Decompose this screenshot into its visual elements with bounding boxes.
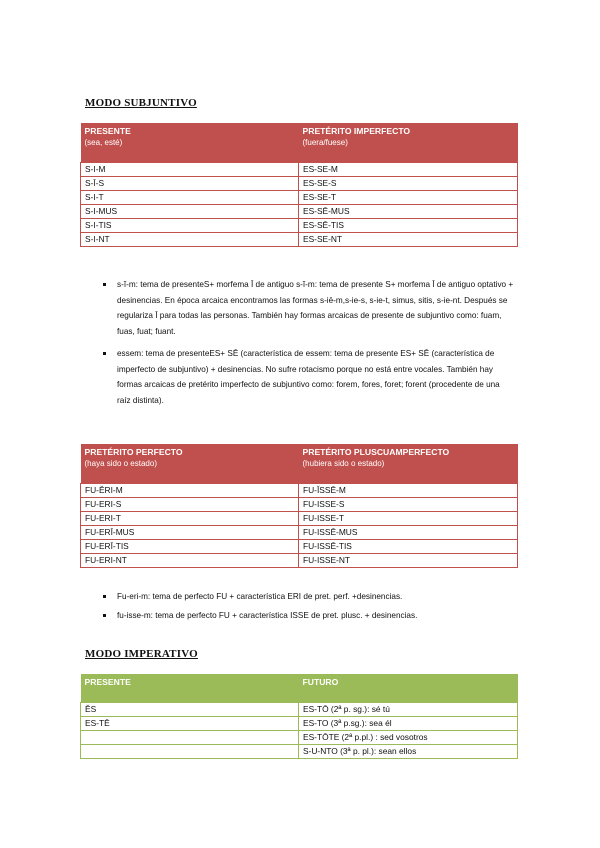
table-row — [81, 539, 518, 553]
list-item: Fu-eri-m: tema de perfecto FU + característica ERI de pret. perf. +desinencias. — [105, 589, 515, 605]
table-header-row — [81, 123, 518, 162]
table-row — [81, 232, 518, 246]
table-row — [81, 716, 518, 730]
list-item: fu-isse-m: tema de perfecto FU + característica ISSE de pret. plusc. + desinencias. — [105, 608, 515, 624]
table-row — [81, 190, 518, 204]
notes-perfecto-pluscuamperfecto — [105, 589, 515, 630]
notes-presente-imperfecto — [105, 277, 515, 415]
table-cell: S-I-NT — [81, 232, 299, 246]
table-cell: ES-SE-S — [299, 176, 518, 190]
table-cell: FU-ERI-T — [81, 511, 299, 525]
table-cell — [81, 744, 299, 758]
table-cell: ES-TŌTE (2ª p.pl.) : sed vosotros — [299, 730, 518, 744]
table-cell: FU-ISSĒ-MUS — [299, 525, 518, 539]
table-cell: S-I-T — [81, 190, 299, 204]
table-cell: FU-ERĪ-TIS — [81, 539, 299, 553]
table-cell: FU-ERI-NT — [81, 553, 299, 567]
list-item: essem: tema de presenteES+ SĒ (característica de essem: tema de presente ES+ SĒ (característica de imperfecto de subjuntivo) + desinencias. No sufre rotacismo porque no está entre vocales. También hay formas arcaicas de pretérito imperfecto de subjuntivo como: forem, fores, foret; forent (procedente de una raíz distinta). — [105, 346, 515, 408]
table-cell: S-I-M — [81, 162, 299, 176]
table-cell: ES-SE-M — [299, 162, 518, 176]
table-row — [81, 702, 518, 716]
header-preterito-perfecto — [81, 444, 299, 483]
table-row — [81, 483, 518, 497]
table-cell: FU-ĬSSĒ-M — [299, 483, 518, 497]
header-preterito-imperfecto — [299, 123, 518, 162]
table-cell: FU-ISSE-S — [299, 497, 518, 511]
table-cell: FU-ERI-S — [81, 497, 299, 511]
table-row — [81, 511, 518, 525]
table-imperativo — [80, 674, 518, 759]
table-cell: ES-TŌ (2ª p. sg.): sé tú — [299, 702, 518, 716]
table-presente-imperfecto — [80, 123, 518, 247]
header-subtitle: (sea, esté) — [84, 138, 123, 147]
table-cell: FU-ISSĒ-TIS — [299, 539, 518, 553]
table-cell: ES-TO (3ª p.sg.): sea él — [299, 716, 518, 730]
table-row — [81, 497, 518, 511]
list-item: s-ĭ-m: tema de presenteS+ morfema Ī de antiguo s-ĭ-m: tema de presente S+ morfema Ī de antiguo optativo + desinencias. En época arcaica encontramos las formas s-iē-m,s-ie-s, s-ie-t, simus, sitis, s-ie-nt. Después se regulariza Ī para todas las personas. También hay formas arcaicas de presente de subjuntivo como: fuam, fuas, fuat; fuant. — [105, 277, 515, 339]
header-title: PRESENTE — [84, 677, 131, 687]
table-cell — [81, 730, 299, 744]
table-cell: FU-ISSE-NT — [299, 553, 518, 567]
header-title: FUTURO — [302, 677, 339, 687]
table-cell: FU-ĔRI-M — [81, 483, 299, 497]
table-row — [81, 744, 518, 758]
header-preterito-pluscuamperfecto — [299, 444, 518, 483]
table-row — [81, 553, 518, 567]
header-subtitle: (haya sido o estado) — [84, 459, 157, 468]
header-title: PRETÉRITO PLUSCUAMPERFECTO — [302, 447, 450, 457]
header-futuro — [299, 674, 518, 702]
table-cell: ES-SĒ-MUS — [299, 204, 518, 218]
table-row — [81, 525, 518, 539]
table-cell: ES-SE-NT — [299, 232, 518, 246]
header-subtitle: (hubiera sido o estado) — [302, 459, 385, 468]
table-cell: ES-SE-T — [299, 190, 518, 204]
table-row — [81, 204, 518, 218]
table-cell: ĔS — [81, 702, 299, 716]
header-presente — [81, 674, 299, 702]
table-cell: S-I-MUS — [81, 204, 299, 218]
header-presente — [81, 123, 299, 162]
table-cell: ES-TĒ — [81, 716, 299, 730]
table-cell: S-I-TIS — [81, 218, 299, 232]
table-perfecto-pluscuamperfecto — [80, 444, 518, 568]
table-row — [81, 218, 518, 232]
table-row — [81, 162, 518, 176]
header-title: PRETÉRITO IMPERFECTO — [302, 126, 411, 136]
table-row — [81, 730, 518, 744]
table-header-row — [81, 444, 518, 483]
heading-modo-imperativo: MODO IMPERATIVO — [85, 648, 198, 660]
heading-modo-subjuntivo: MODO SUBJUNTIVO — [85, 97, 197, 109]
header-subtitle: (fuera/fuese) — [302, 138, 348, 147]
table-cell: S-U-NTO (3ª p. pl.): sean ellos — [299, 744, 518, 758]
table-cell: ES-SĒ-TIS — [299, 218, 518, 232]
table-cell: FU-ISSE-T — [299, 511, 518, 525]
table-row — [81, 176, 518, 190]
table-cell: S-Ī-S — [81, 176, 299, 190]
header-title: PRETÉRITO PERFECTO — [84, 447, 183, 457]
table-header-row — [81, 674, 518, 702]
header-title: PRESENTE — [84, 126, 131, 136]
table-cell: FU-ERĪ-MUS — [81, 525, 299, 539]
